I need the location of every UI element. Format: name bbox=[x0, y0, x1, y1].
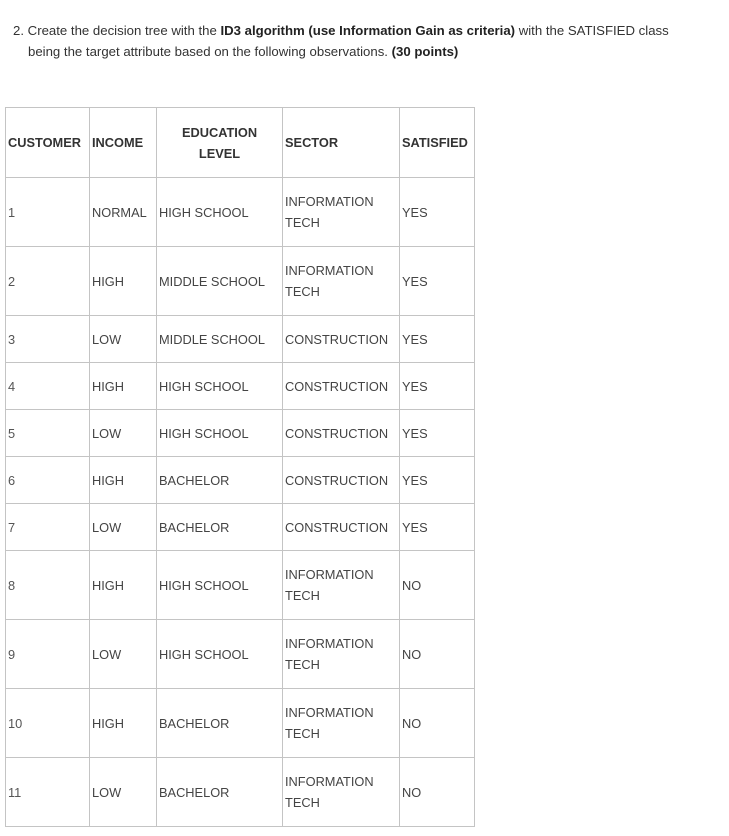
cell-satisfied: NO bbox=[400, 689, 475, 758]
table-row bbox=[6, 504, 475, 551]
cell-sector bbox=[283, 316, 400, 363]
cell-income: HIGH bbox=[90, 363, 157, 410]
cell-satisfied: NO bbox=[400, 551, 475, 620]
question-points: (30 points) bbox=[391, 44, 459, 59]
cell-sector-line2: TECH bbox=[285, 215, 320, 230]
cell-education-level: BACHELOR bbox=[157, 758, 283, 827]
cell-income: LOW bbox=[90, 504, 157, 551]
table-row bbox=[6, 178, 475, 247]
question-line1-prefix: Create the decision tree with the bbox=[27, 23, 221, 38]
cell-income: HIGH bbox=[90, 247, 157, 316]
cell-income: LOW bbox=[90, 410, 157, 457]
cell-sector-line1: CONSTRUCTION bbox=[285, 472, 389, 488]
header-education-line1: EDUCATION bbox=[181, 124, 258, 140]
cell-customer: 2 bbox=[6, 247, 90, 316]
cell-customer: 9 bbox=[6, 620, 90, 689]
cell-satisfied: YES bbox=[400, 316, 475, 363]
table-row bbox=[6, 363, 475, 410]
cell-customer: 4 bbox=[6, 363, 90, 410]
question-line2-text: being the target attribute based on the following observations. bbox=[28, 44, 392, 59]
question-line1-bold: ID3 algorithm (use Information Gain as criteria) bbox=[220, 23, 516, 38]
table-header-row bbox=[6, 108, 475, 178]
cell-education-level: HIGH SCHOOL bbox=[157, 178, 283, 247]
cell-income: LOW bbox=[90, 620, 157, 689]
cell-sector-line1: INFORMATION bbox=[285, 194, 374, 209]
table-row bbox=[6, 758, 475, 827]
cell-income: HIGH bbox=[90, 689, 157, 758]
cell-education-level: MIDDLE SCHOOL bbox=[157, 316, 283, 363]
table-row bbox=[6, 247, 475, 316]
header-customer: CUSTOMER bbox=[6, 108, 90, 178]
cell-income: HIGH bbox=[90, 457, 157, 504]
cell-sector bbox=[283, 457, 400, 504]
header-education-level bbox=[157, 108, 283, 178]
cell-customer: 1 bbox=[6, 178, 90, 247]
header-education-line2: LEVEL bbox=[198, 145, 241, 161]
cell-sector-line1: INFORMATION bbox=[285, 567, 374, 582]
cell-education-level: BACHELOR bbox=[157, 504, 283, 551]
cell-income: NORMAL bbox=[90, 178, 157, 247]
cell-sector-line2: TECH bbox=[285, 795, 320, 810]
cell-satisfied: NO bbox=[400, 620, 475, 689]
cell-sector-line1: INFORMATION bbox=[285, 774, 374, 789]
table-row bbox=[6, 620, 475, 689]
cell-income: HIGH bbox=[90, 551, 157, 620]
cell-sector-line2: TECH bbox=[285, 657, 320, 672]
cell-customer: 3 bbox=[6, 316, 90, 363]
cell-satisfied: YES bbox=[400, 247, 475, 316]
table-row bbox=[6, 316, 475, 363]
table-row bbox=[6, 457, 475, 504]
cell-satisfied: YES bbox=[400, 178, 475, 247]
cell-sector-line1: INFORMATION bbox=[285, 263, 374, 278]
cell-customer: 6 bbox=[6, 457, 90, 504]
header-satisfied: SATISFIED bbox=[400, 108, 475, 178]
cell-satisfied: YES bbox=[400, 363, 475, 410]
cell-sector bbox=[283, 247, 400, 316]
cell-customer: 10 bbox=[6, 689, 90, 758]
cell-income: LOW bbox=[90, 758, 157, 827]
cell-sector bbox=[283, 620, 400, 689]
cell-education-level: HIGH SCHOOL bbox=[157, 410, 283, 457]
cell-sector-line2: TECH bbox=[285, 284, 320, 299]
header-income: INCOME bbox=[90, 108, 157, 178]
cell-sector bbox=[283, 504, 400, 551]
question-line1-suffix: with the SATISFIED class bbox=[515, 23, 669, 38]
cell-sector bbox=[283, 363, 400, 410]
cell-income: LOW bbox=[90, 316, 157, 363]
cell-education-level: BACHELOR bbox=[157, 457, 283, 504]
cell-sector-line1: CONSTRUCTION bbox=[285, 331, 389, 347]
cell-sector bbox=[283, 689, 400, 758]
cell-customer: 11 bbox=[6, 758, 90, 827]
table-row bbox=[6, 551, 475, 620]
header-sector: SECTOR bbox=[283, 108, 400, 178]
cell-education-level: HIGH SCHOOL bbox=[157, 620, 283, 689]
question-number: 2. bbox=[13, 23, 24, 38]
cell-education-level: HIGH SCHOOL bbox=[157, 363, 283, 410]
question-text bbox=[13, 20, 718, 62]
cell-satisfied: YES bbox=[400, 410, 475, 457]
observations-table bbox=[5, 107, 475, 827]
table-row bbox=[6, 410, 475, 457]
cell-customer: 5 bbox=[6, 410, 90, 457]
cell-sector bbox=[283, 758, 400, 827]
cell-sector-line1: CONSTRUCTION bbox=[285, 378, 389, 394]
cell-sector bbox=[283, 178, 400, 247]
cell-satisfied: YES bbox=[400, 457, 475, 504]
table-row bbox=[6, 689, 475, 758]
cell-education-level: MIDDLE SCHOOL bbox=[157, 247, 283, 316]
cell-satisfied: NO bbox=[400, 758, 475, 827]
cell-customer: 8 bbox=[6, 551, 90, 620]
cell-customer: 7 bbox=[6, 504, 90, 551]
cell-sector-line1: INFORMATION bbox=[285, 636, 374, 651]
cell-sector-line1: CONSTRUCTION bbox=[285, 425, 389, 441]
cell-sector-line2: TECH bbox=[285, 726, 320, 741]
cell-sector bbox=[283, 551, 400, 620]
cell-sector-line1: INFORMATION bbox=[285, 705, 374, 720]
cell-sector-line1: CONSTRUCTION bbox=[285, 519, 389, 535]
cell-sector bbox=[283, 410, 400, 457]
cell-sector-line2: TECH bbox=[285, 588, 320, 603]
cell-satisfied: YES bbox=[400, 504, 475, 551]
cell-education-level: BACHELOR bbox=[157, 689, 283, 758]
cell-education-level: HIGH SCHOOL bbox=[157, 551, 283, 620]
